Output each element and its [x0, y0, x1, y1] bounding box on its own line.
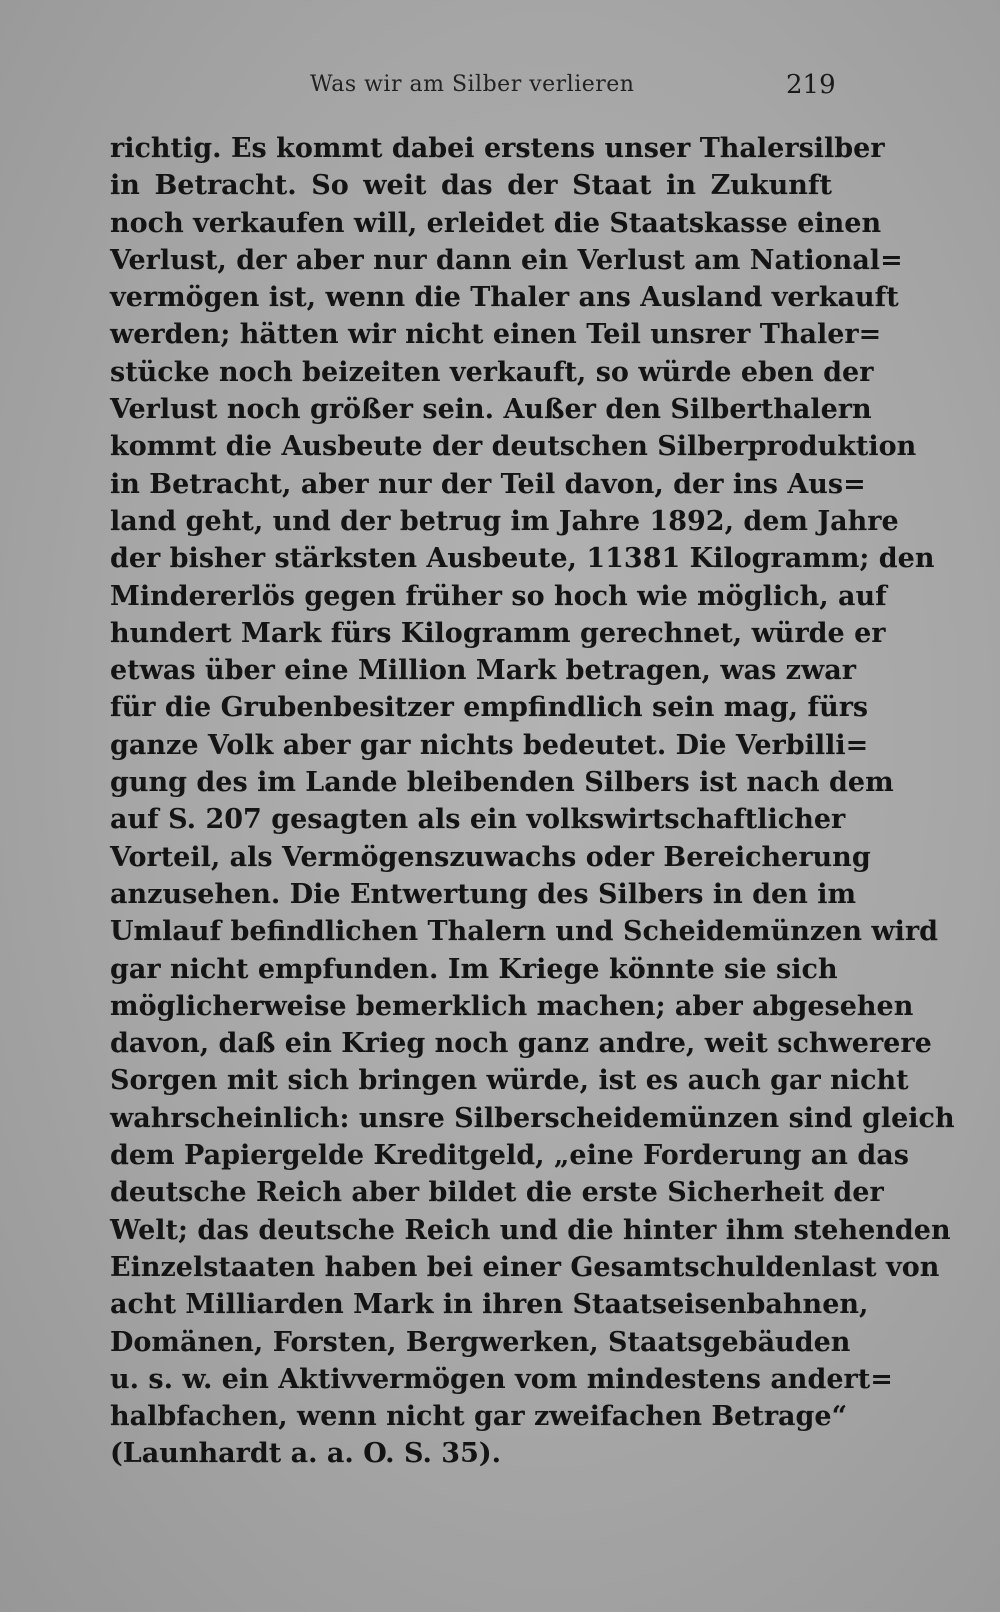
text-line: Domänen, Forsten, Bergwerken, Staatsgebäuden	[110, 1326, 851, 1358]
text-line: Verlust, der aber nur dann ein Verlust am National=	[110, 244, 903, 276]
text-line: Welt; das deutsche Reich und die hinter ihm stehenden	[110, 1214, 951, 1246]
text-line: Umlauf befindlichen Thalern und Scheidemünzen wird	[110, 916, 938, 948]
text-line: auf S. 207 gesagten als ein volkswirtschaftlicher	[110, 804, 846, 836]
text-line: gar nicht empfunden. Im Kriege könnte sie sich	[110, 953, 838, 985]
text-line: werden; hätten wir nicht einen Teil unsrer Thaler=	[110, 319, 882, 351]
running-head	[0, 68, 1000, 108]
text-line: anzusehen. Die Entwertung des Silbers in den im	[110, 878, 857, 910]
text-line: Mindererlös gegen früher so hoch wie möglich, auf	[110, 580, 887, 612]
text-line: in Betracht, aber nur der Teil davon, der ins Aus=	[110, 468, 866, 500]
text-line: hundert Mark fürs Kilogramm gerechnet, würde er	[110, 617, 886, 649]
text-line: etwas über eine Million Mark betragen, was zwar	[110, 655, 856, 687]
text-line: wahrscheinlich: unsre Silberscheidemünzen sind gleich	[110, 1102, 955, 1134]
text-line: ganze Volk aber gar nichts bedeutet. Die Verbilli=	[110, 729, 869, 761]
text-line: halbfachen, wenn nicht gar zweifachen Betrage“	[110, 1401, 848, 1433]
text-line: Sorgen mit sich bringen würde, ist es auch gar nicht	[110, 1065, 909, 1097]
text-line: Vorteil, als Vermögenszuwachs oder Bereicherung	[110, 841, 871, 873]
body-text	[110, 130, 955, 1473]
text-line: davon, daß ein Krieg noch ganz andre, weit schwerere	[110, 1028, 932, 1060]
text-line: deutsche Reich aber bildet die erste Sicherheit der	[110, 1177, 884, 1209]
text-line: vermögen ist, wenn die Thaler ans Ausland verkauft	[110, 282, 899, 314]
text-line: Verlust noch größer sein. Außer den Silberthalern	[110, 394, 872, 426]
text-line: stücke noch beizeiten verkauft, so würde eben der	[110, 356, 874, 388]
text-line: dem Papiergelde Kreditgeld, „eine Forderung an das	[110, 1140, 909, 1172]
text-line: gung des im Lande bleibenden Silbers ist nach dem	[110, 767, 894, 799]
page-number: 219	[786, 70, 836, 100]
text-line: u. s. w. ein Aktivvermögen vom mindestens andert=	[110, 1363, 893, 1395]
text-line: noch verkaufen will, erleidet die Staatskasse einen	[110, 207, 882, 239]
text-line: Einzelstaaten haben bei einer Gesamtschuldenlast von	[110, 1251, 940, 1283]
text-line: für die Grubenbesitzer empfindlich sein mag, fürs	[110, 692, 869, 724]
text-line: in Betracht. So weit das der Staat in Zukunft	[110, 170, 832, 202]
text-line: land geht, und der betrug im Jahre 1892, dem Jahre	[110, 505, 899, 537]
text-line: kommt die Ausbeute der deutschen Silberproduktion	[110, 431, 917, 463]
text-line: (Launhardt a. a. O. S. 35).	[110, 1438, 502, 1470]
text-line: der bisher stärksten Ausbeute, 11381 Kilogramm; den	[110, 543, 935, 575]
text-line: möglicherweise bemerklich machen; aber abgesehen	[110, 990, 914, 1022]
text-line: acht Milliarden Mark in ihren Staatseisenbahnen,	[110, 1289, 869, 1321]
text-line: richtig. Es kommt dabei erstens unser Thalersilber	[110, 133, 885, 164]
running-head-title: Was wir am Silber verlieren	[310, 72, 635, 97]
